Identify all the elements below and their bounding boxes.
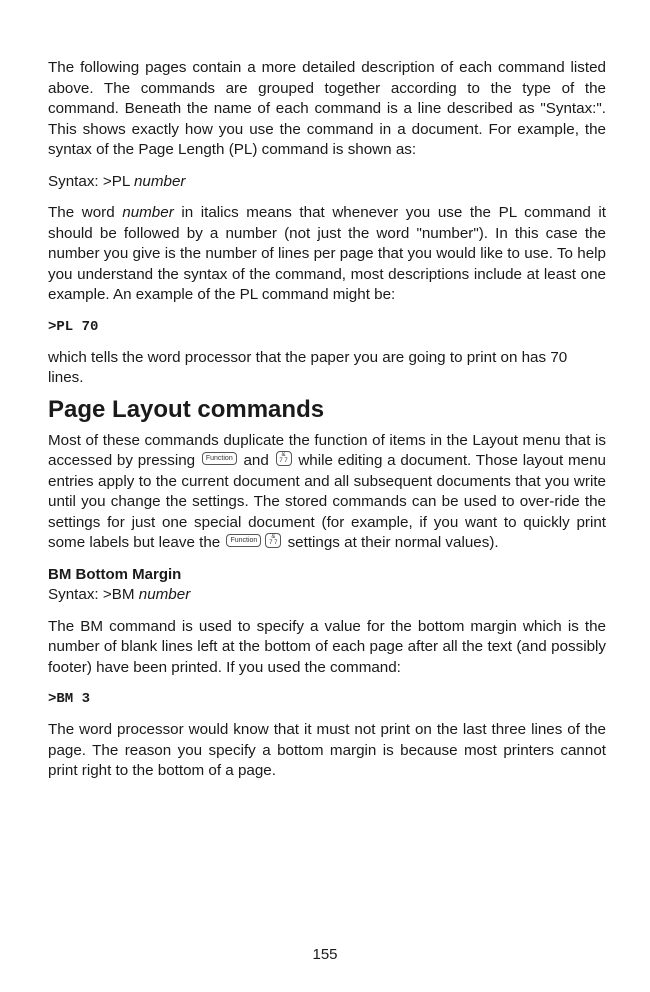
seven-key-bottom: 7 7	[279, 458, 288, 465]
function-key-icon: Function	[202, 452, 237, 465]
seven-key-icon-2	[265, 533, 281, 548]
explanation-text-a: The word	[48, 204, 123, 221]
seven-key-top-2: &	[271, 534, 276, 541]
bm-description-paragraph: The BM command is used to specify a value for the bottom margin which is the number of blank lines left at the bottom of each page after all the text (and possibly footer) have been printed. If you used the command:	[48, 617, 606, 676]
bm-example-code: >BM 3	[48, 691, 91, 707]
pl-example-code: >PL 70	[48, 318, 99, 335]
explanation-text-b: in italics means that whenever you use the PL command it should be followed by a number (not just the word "number"). In this case the number you give is the number of lines per page that you would like to use. To help you understand the syntax of the command, most descriptions include at least one example. An example of the PL command might be:	[48, 204, 607, 303]
pl-example-explanation: which tells the word processor that the paper you are going to print on has 70 lines.	[48, 348, 568, 386]
function-key-icon-2: Function	[226, 534, 261, 547]
layout-text-b: while editing a document. Those layout menu entries apply to the current document and all subsequent documents that you write until you change the settings. The stored commands can be used to over-ride the settings for just one special document (for example, if you want to quickly print some labels but leave the	[48, 452, 606, 551]
pl-syntax-line	[48, 172, 606, 193]
layout-text-c: settings at their normal values).	[287, 534, 499, 551]
pl-syntax-arg: number	[133, 172, 186, 190]
number-explanation-paragraph	[48, 203, 606, 306]
section-heading: Page Layout commands	[48, 395, 325, 423]
seven-key-icon	[276, 451, 292, 466]
and-word: and	[243, 452, 269, 469]
bm-syntax-arg: number	[138, 586, 191, 603]
intro-paragraph: The following pages contain a more detailed description of each command listed above. The commands are grouped together according to the type of the command. Beneath the name of each command is a line described as "Syntax:". This shows exactly how you use the command in a document. For example, the syntax of the Page Length (PL) command is shown as:	[48, 59, 606, 158]
bm-result-paragraph: The word processor would know that it must not print on the last three lines of the page. The reason you specify a bottom margin is because most printers cannot print right to the bottom of a page.	[48, 721, 606, 779]
page-number: 155	[312, 946, 338, 963]
bm-syntax-prefix: Syntax: >BM	[48, 586, 139, 603]
seven-key-bottom-2: 7 7	[269, 540, 278, 547]
pl-syntax-prefix: Syntax: >PL	[48, 172, 134, 190]
bm-syntax-line	[48, 585, 606, 606]
bm-subheading: BM Bottom Margin	[48, 565, 182, 583]
layout-text-a: Most of these commands duplicate the function of items in the Layout menu that is accessed by pressing	[48, 431, 606, 469]
seven-key-top: &	[281, 452, 286, 459]
page-layout-paragraph	[48, 431, 606, 554]
explanation-italic-word: number	[122, 204, 174, 221]
